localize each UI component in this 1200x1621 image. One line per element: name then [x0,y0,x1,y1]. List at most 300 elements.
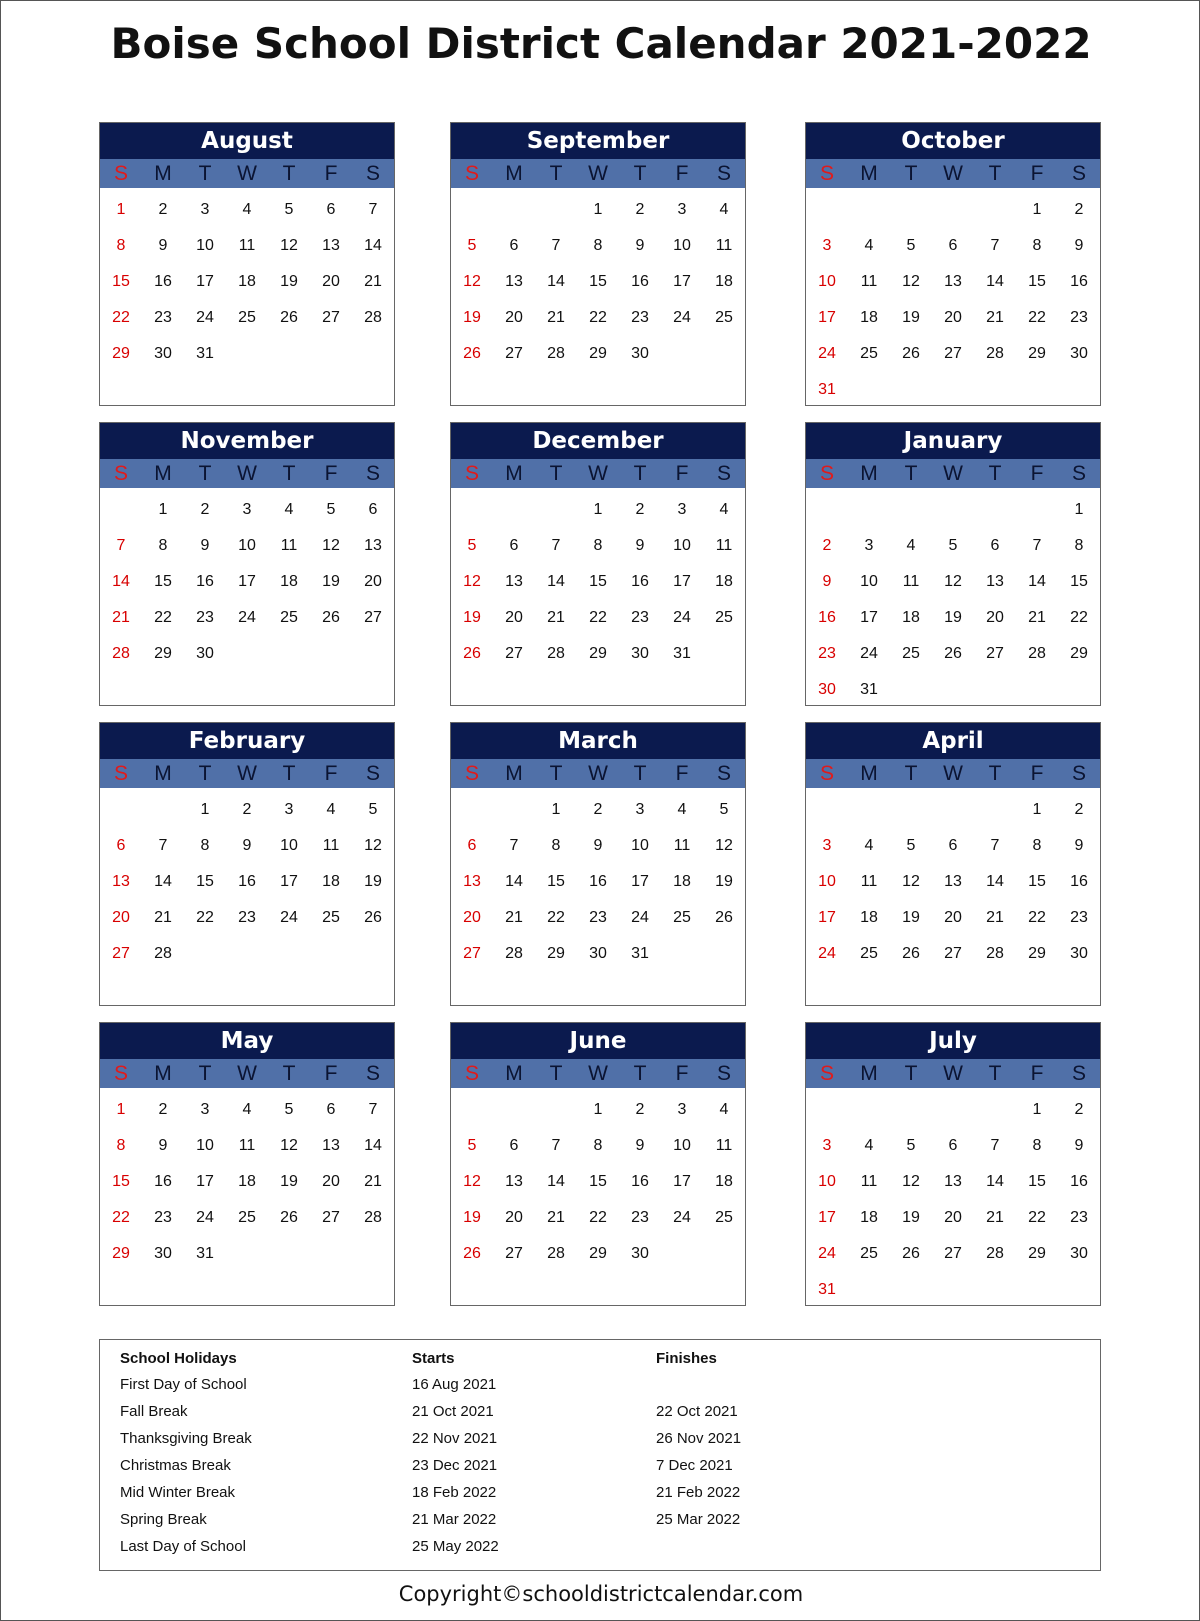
holiday-finishes: 21 Feb 2022 [656,1484,741,1501]
day-cell: 25 [902,645,920,662]
empty-day [493,192,535,228]
weekday-label: T [198,762,212,785]
day-cell: 9 [635,237,645,254]
day-cell: 14 [1028,573,1046,590]
weekday-label: S [365,762,380,785]
day-cell: 26 [715,909,733,926]
month-february [99,722,395,1006]
day-cell: 12 [902,1173,920,1190]
weekday-label: F [675,762,689,785]
day-cell: 1 [593,201,603,218]
day-cell: 15 [112,1173,130,1190]
day-cell: 5 [284,1101,294,1118]
empty-day [535,492,577,528]
weekday-header [451,1059,745,1088]
day-cell: 6 [948,1137,958,1154]
day-cell: 18 [902,609,920,626]
day-cell: 7 [368,201,378,218]
day-cell: 17 [673,1173,691,1190]
day-cell: 14 [986,1173,1004,1190]
weekday-header [100,759,394,788]
day-cell: 13 [322,1137,340,1154]
day-cell: 2 [635,201,645,218]
weekday-label: T [904,462,918,485]
day-cell: 4 [864,237,874,254]
day-cell: 25 [715,1209,733,1226]
day-cell: 5 [467,537,477,554]
weekday-label: T [282,162,296,185]
day-cell: 16 [631,1173,649,1190]
day-cell: 10 [673,537,691,554]
day-cell: 14 [986,873,1004,890]
day-cell: 30 [631,645,649,662]
day-cell: 1 [116,1101,126,1118]
month-name: June [451,1023,745,1059]
day-cell: 3 [822,1137,832,1154]
empty-day [493,492,535,528]
month-july [805,1022,1101,1306]
weekday-label: M [154,762,172,785]
day-cell: 19 [944,609,962,626]
day-cell: 8 [593,237,603,254]
day-cell: 31 [818,381,836,398]
day-cell: 7 [990,1137,1000,1154]
weekday-label: S [1071,462,1086,485]
month-name: November [100,423,394,459]
day-cell: 24 [818,1245,836,1262]
day-cell: 30 [631,345,649,362]
day-cell: 19 [280,1173,298,1190]
holiday-starts: 21 Oct 2021 [412,1403,494,1420]
day-cell: 28 [364,1209,382,1226]
day-cell: 26 [280,309,298,326]
day-cell: 2 [158,201,168,218]
day-cell: 13 [322,237,340,254]
weekday-label: T [198,462,212,485]
day-cell: 24 [196,1209,214,1226]
day-cell: 26 [322,609,340,626]
day-grid [100,188,394,372]
weekday-label: T [988,762,1002,785]
weekday-label: T [988,462,1002,485]
day-cell: 1 [1032,801,1042,818]
day-cell: 2 [593,801,603,818]
weekday-label: S [113,762,128,785]
day-cell: 30 [154,1245,172,1262]
day-cell: 3 [822,237,832,254]
day-cell: 13 [944,1173,962,1190]
day-cell: 21 [364,1173,382,1190]
day-cell: 23 [631,1209,649,1226]
weekday-label: T [282,762,296,785]
day-cell: 17 [673,573,691,590]
day-cell: 30 [154,345,172,362]
day-cell: 6 [509,237,519,254]
day-cell: 29 [1028,1245,1046,1262]
month-name: December [451,423,745,459]
holiday-row [100,1403,1100,1430]
day-cell: 1 [200,801,210,818]
day-cell: 6 [509,1137,519,1154]
day-cell: 19 [463,1209,481,1226]
day-cell: 27 [944,1245,962,1262]
empty-day [100,792,142,828]
day-cell: 29 [112,345,130,362]
day-cell: 19 [322,573,340,590]
day-cell: 18 [860,309,878,326]
day-cell: 4 [719,201,729,218]
day-cell: 12 [463,1173,481,1190]
month-name: September [451,123,745,159]
weekday-label: S [819,762,834,785]
day-cell: 16 [1070,273,1088,290]
month-name: July [806,1023,1100,1059]
day-cell: 6 [509,537,519,554]
month-september [450,122,746,406]
day-cell: 25 [860,945,878,962]
day-cell: 15 [112,273,130,290]
day-cell: 13 [986,573,1004,590]
day-cell: 11 [238,1137,256,1154]
day-cell: 3 [677,1101,687,1118]
day-cell: 19 [364,873,382,890]
weekday-label: M [860,162,878,185]
day-cell: 23 [154,309,172,326]
day-cell: 21 [1028,609,1046,626]
holiday-starts: 16 Aug 2021 [412,1376,497,1393]
day-cell: 29 [589,645,607,662]
day-cell: 6 [326,1101,336,1118]
day-cell: 28 [986,345,1004,362]
weekday-label: M [505,162,523,185]
day-cell: 5 [368,801,378,818]
weekday-label: W [237,762,257,785]
day-cell: 4 [906,537,916,554]
day-cell: 10 [818,873,836,890]
day-cell: 27 [505,1245,523,1262]
day-cell: 28 [986,945,1004,962]
day-cell: 8 [200,837,210,854]
day-cell: 28 [547,645,565,662]
day-cell: 17 [238,573,256,590]
weekday-label: M [860,762,878,785]
weekday-label: W [237,162,257,185]
day-cell: 17 [673,273,691,290]
day-cell: 3 [242,501,252,518]
day-cell: 18 [238,1173,256,1190]
empty-day [1016,492,1058,528]
day-cell: 7 [990,237,1000,254]
day-cell: 12 [944,573,962,590]
day-cell: 21 [547,1209,565,1226]
day-cell: 30 [818,681,836,698]
weekday-label: M [154,462,172,485]
empty-day [890,492,932,528]
weekday-header [451,459,745,488]
day-cell: 29 [1070,645,1088,662]
day-cell: 20 [944,909,962,926]
day-cell: 21 [986,309,1004,326]
day-cell: 26 [463,1245,481,1262]
day-cell: 3 [200,201,210,218]
day-cell: 3 [677,201,687,218]
day-cell: 25 [673,909,691,926]
month-name: May [100,1023,394,1059]
empty-day [932,192,974,228]
day-cell: 28 [1028,645,1046,662]
day-cell: 2 [1074,801,1084,818]
day-cell: 11 [715,1137,733,1154]
weekday-label: S [464,462,479,485]
day-grid [451,1088,745,1272]
day-cell: 15 [1028,273,1046,290]
holiday-starts: 25 May 2022 [412,1538,499,1555]
weekday-label: W [943,162,963,185]
holiday-finishes: 7 Dec 2021 [656,1457,733,1474]
day-cell: 14 [547,1173,565,1190]
day-cell: 11 [238,237,256,254]
day-cell: 4 [284,501,294,518]
day-cell: 29 [589,345,607,362]
day-cell: 7 [368,1101,378,1118]
weekday-label: M [860,462,878,485]
weekday-header [451,759,745,788]
weekday-label: S [464,1062,479,1085]
day-cell: 7 [990,837,1000,854]
day-cell: 9 [593,837,603,854]
weekday-label: S [1071,1062,1086,1085]
weekday-label: S [716,762,731,785]
day-cell: 5 [467,1137,477,1154]
day-cell: 26 [902,1245,920,1262]
weekday-label: T [549,1062,563,1085]
weekday-label: T [904,762,918,785]
day-cell: 5 [467,237,477,254]
day-cell: 15 [154,573,172,590]
day-cell: 8 [593,1137,603,1154]
month-name: August [100,123,394,159]
day-cell: 12 [463,273,481,290]
day-cell: 21 [986,1209,1004,1226]
day-cell: 10 [238,537,256,554]
day-cell: 22 [1070,609,1088,626]
weekday-label: S [365,1062,380,1085]
day-cell: 18 [860,1209,878,1226]
day-cell: 8 [1032,237,1042,254]
day-cell: 7 [509,837,519,854]
empty-day [974,1092,1016,1128]
day-cell: 28 [986,1245,1004,1262]
day-cell: 12 [463,573,481,590]
empty-day [974,192,1016,228]
day-cell: 25 [860,1245,878,1262]
day-cell: 23 [818,645,836,662]
day-cell: 2 [1074,1101,1084,1118]
weekday-label: T [549,462,563,485]
day-cell: 27 [322,1209,340,1226]
day-cell: 26 [280,1209,298,1226]
day-cell: 10 [196,1137,214,1154]
weekday-label: T [633,1062,647,1085]
day-cell: 9 [1074,1137,1084,1154]
day-cell: 31 [196,345,214,362]
day-cell: 7 [551,237,561,254]
month-name: January [806,423,1100,459]
day-cell: 20 [505,309,523,326]
day-cell: 7 [158,837,168,854]
day-grid [451,488,745,672]
day-cell: 3 [200,1101,210,1118]
weekday-label: S [365,162,380,185]
day-cell: 2 [242,801,252,818]
day-cell: 9 [635,537,645,554]
day-cell: 13 [944,873,962,890]
day-cell: 31 [631,945,649,962]
day-cell: 24 [860,645,878,662]
holiday-name: Last Day of School [120,1538,246,1555]
weekday-label: F [1030,462,1044,485]
day-cell: 24 [673,309,691,326]
day-cell: 16 [154,1173,172,1190]
day-cell: 14 [547,273,565,290]
day-cell: 12 [902,873,920,890]
day-grid [100,1088,394,1272]
weekday-label: M [154,1062,172,1085]
holiday-row [100,1484,1100,1511]
day-cell: 24 [238,609,256,626]
day-cell: 18 [715,273,733,290]
day-cell: 20 [364,573,382,590]
month-name: April [806,723,1100,759]
day-cell: 20 [505,1209,523,1226]
day-cell: 21 [547,309,565,326]
day-cell: 15 [1070,573,1088,590]
page-title: Boise School District Calendar 2021-2022 [110,19,1092,68]
holiday-starts: 18 Feb 2022 [412,1484,497,1501]
day-cell: 22 [589,609,607,626]
month-march [450,722,746,1006]
day-cell: 26 [463,345,481,362]
day-cell: 16 [1070,873,1088,890]
weekday-label: S [464,762,479,785]
day-cell: 24 [631,909,649,926]
day-cell: 9 [158,1137,168,1154]
holiday-row [100,1511,1100,1538]
day-cell: 16 [631,273,649,290]
day-cell: 18 [322,873,340,890]
day-cell: 31 [196,1245,214,1262]
day-cell: 25 [280,609,298,626]
day-cell: 20 [944,309,962,326]
day-cell: 22 [112,1209,130,1226]
day-cell: 15 [1028,873,1046,890]
day-cell: 18 [238,273,256,290]
day-cell: 22 [1028,309,1046,326]
weekday-label: W [588,1062,608,1085]
day-cell: 11 [280,537,298,554]
day-cell: 28 [364,309,382,326]
month-december [450,422,746,706]
holidays-header-name: School Holidays [120,1350,237,1367]
day-cell: 30 [196,645,214,662]
empty-day [493,1092,535,1128]
day-cell: 4 [864,837,874,854]
day-cell: 23 [238,909,256,926]
day-cell: 27 [112,945,130,962]
day-cell: 11 [715,537,733,554]
weekday-label: W [943,762,963,785]
day-cell: 10 [818,273,836,290]
day-cell: 10 [673,237,691,254]
weekday-label: F [324,1062,338,1085]
day-cell: 9 [822,573,832,590]
day-cell: 21 [112,609,130,626]
holiday-row [100,1430,1100,1457]
month-january [805,422,1101,706]
holiday-finishes: 26 Nov 2021 [656,1430,742,1447]
day-cell: 20 [322,273,340,290]
day-cell: 1 [1032,201,1042,218]
empty-day [535,1092,577,1128]
day-cell: 10 [280,837,298,854]
day-cell: 27 [322,309,340,326]
month-name: February [100,723,394,759]
holiday-name: Mid Winter Break [120,1484,236,1501]
day-cell: 17 [818,1209,836,1226]
day-cell: 2 [1074,201,1084,218]
day-cell: 19 [463,609,481,626]
day-cell: 5 [719,801,729,818]
day-cell: 17 [196,273,214,290]
day-cell: 4 [242,1101,252,1118]
day-cell: 12 [280,1137,298,1154]
empty-day [493,792,535,828]
day-cell: 26 [902,945,920,962]
empty-day [848,492,890,528]
day-cell: 3 [864,537,874,554]
month-name: October [806,123,1100,159]
holiday-starts: 23 Dec 2021 [412,1457,498,1474]
day-cell: 29 [112,1245,130,1262]
holidays-header-finishes: Finishes [656,1350,717,1367]
day-cell: 18 [280,573,298,590]
weekday-header [806,1059,1100,1088]
weekday-label: F [324,462,338,485]
day-cell: 21 [154,909,172,926]
month-april [805,722,1101,1006]
day-cell: 7 [551,537,561,554]
day-cell: 3 [284,801,294,818]
day-cell: 19 [715,873,733,890]
day-cell: 15 [196,873,214,890]
day-cell: 22 [589,1209,607,1226]
day-cell: 1 [158,501,168,518]
day-cell: 2 [158,1101,168,1118]
day-cell: 4 [677,801,687,818]
day-cell: 8 [116,1137,126,1154]
day-cell: 16 [1070,1173,1088,1190]
weekday-label: M [154,162,172,185]
day-cell: 4 [864,1137,874,1154]
day-cell: 26 [463,645,481,662]
day-cell: 8 [1074,537,1084,554]
day-cell: 11 [860,273,878,290]
empty-day [451,192,493,228]
day-cell: 30 [1070,1245,1088,1262]
weekday-label: W [943,1062,963,1085]
day-cell: 13 [505,1173,523,1190]
day-cell: 2 [822,537,832,554]
